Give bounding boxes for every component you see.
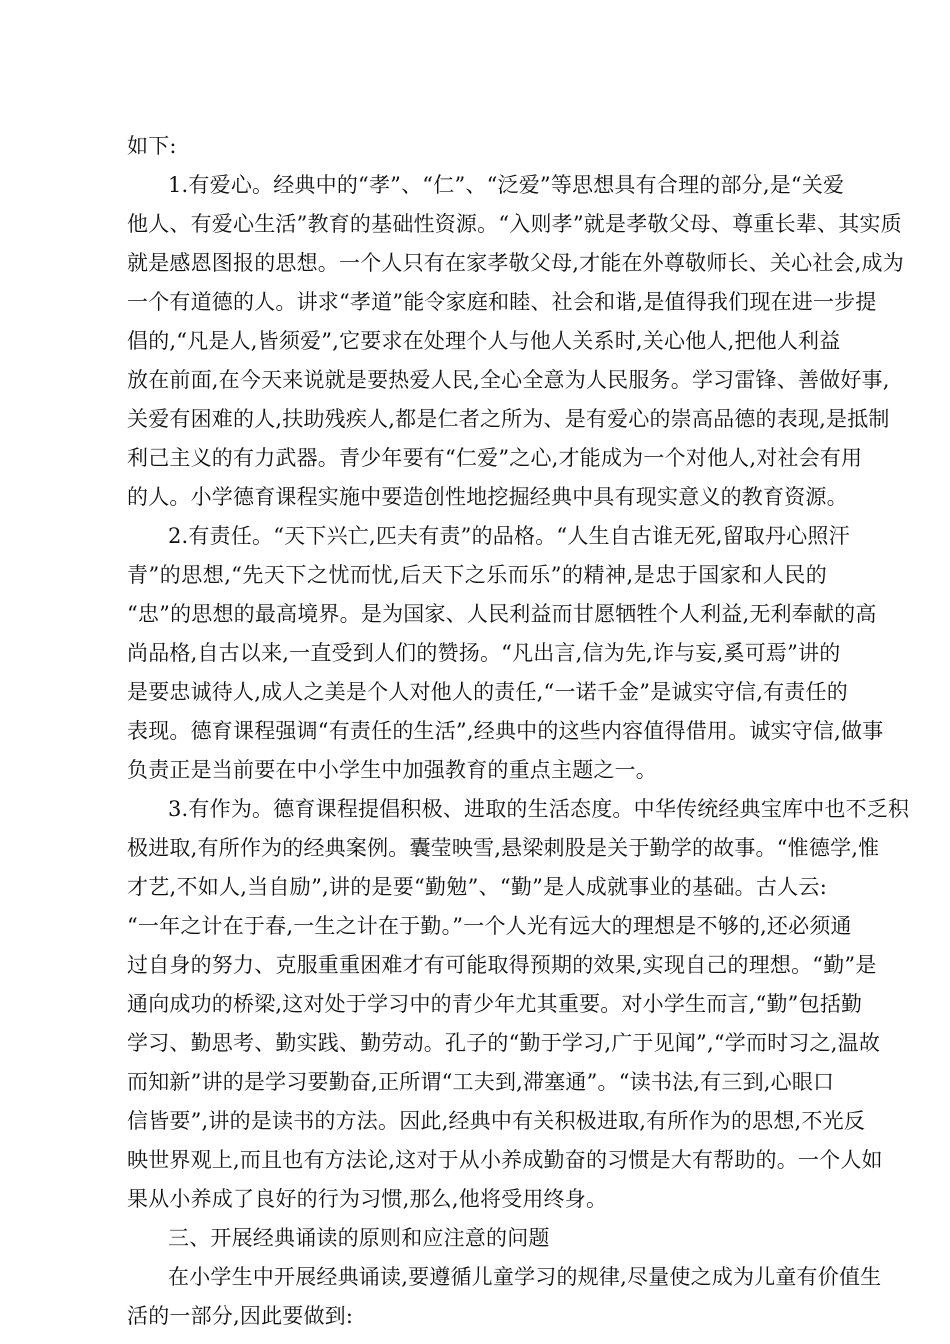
- text-line: 活的一部分,因此要做到:: [127, 1304, 354, 1328]
- paragraph-2-heading-line: 2.有责任。“天下兴亡,匹夫有责”的品格。“人生自古谁无死,留取丹心照汗: [168, 524, 850, 548]
- text-line: 表现。德育课程强调“有责任的生活”,经典中的这些内容值得借用。诚实守信,做事: [127, 719, 884, 743]
- paragraph-1-heading-line: 1.有爱心。经典中的“孝”、“仁”、“泛爱”等思想具有合理的部分,是“关爱: [168, 173, 845, 197]
- text-line: 通向成功的桥梁,这对处于学习中的青少年尤其重要。对小学生而言,“勤”包括勤: [127, 992, 863, 1016]
- text-line: 放在前面,在今天来说就是要热爱人民,全心全意为人民服务。学习雷锋、善做好事,: [127, 368, 890, 392]
- text-line: 果从小养成了良好的行为习惯,那么,他将受用终身。: [127, 1187, 608, 1211]
- text-line: 是要忠诚待人,成人之美是个人对他人的责任,“一诺千金”是诚实守信,有责任的: [127, 680, 848, 704]
- text-line: 过自身的努力、克服重重困难才有可能取得预期的效果,实现自己的理想。“勤”是: [127, 953, 877, 977]
- text-line: 他人、有爱心生活”教育的基础性资源。“入则孝”就是孝敬父母、尊重长辈、其实质: [127, 212, 902, 236]
- text-line: 青”的思想,“先天下之忧而忧,后天下之乐而乐”的精神,是忠于国家和人民的: [127, 563, 827, 587]
- text-line: 一个有道德的人。讲求“孝道”能令家庭和睦、社会和谐,是值得我们现在进一步提: [127, 290, 877, 314]
- text-line: 极进取,有所作为的经典案例。囊莹映雪,悬梁刺股是关于勤学的故事。“惟德学,惟: [127, 836, 880, 860]
- text-line: 而知新”讲的是学习要勤奋,正所谓“工夫到,滞塞通”。“读书法,有三到,心眼口: [127, 1070, 835, 1094]
- text-line: 就是感恩图报的思想。一个人只有在家孝敬父母,才能在外尊敬师长、关心社会,成为: [127, 251, 904, 275]
- text-line: 学习、勤思考、勤实践、勤劳动。孔子的“勤于学习,广于见闻”,“学而时习之,温故: [127, 1031, 881, 1055]
- text-line: 关爱有困难的人,扶助残疾人,都是仁者之所为、是有爱心的崇高品德的表现,是抵制: [127, 407, 890, 431]
- text-line: 尚品格,自古以来,一直受到人们的赞扬。“凡出言,信为先,诈与妄,奚可焉”讲的: [127, 641, 841, 665]
- text-line: 才艺,不如人,当自励”,讲的是要“勤勉”、“勤”是人成就事业的基础。古人云:: [127, 875, 827, 899]
- text-line: “忠”的思想的最高境界。是为国家、人民利益而甘愿牺牲个人利益,无利奉献的高: [127, 602, 877, 626]
- text-line: 如下:: [127, 134, 177, 158]
- text-line: 映世界观上,而且也有方法论,这对于从小养成勤奋的习惯是大有帮助的。一个人如: [127, 1148, 883, 1172]
- text-line: “一年之计在于春,一生之计在于勤。”一个人光有远大的理想是不够的,还必须通: [127, 914, 852, 938]
- text-line: 在小学生中开展经典诵读,要遵循儿童学习的规律,尽量使之成为儿童有价值生: [168, 1265, 882, 1289]
- section-heading: 三、开展经典诵读的原则和应注意的问题: [168, 1226, 550, 1250]
- text-line: 负责正是当前要在中小学生中加强教育的重点主题之一。: [127, 758, 657, 782]
- text-line: 利己主义的有力武器。青少年要有“仁爱”之心,才能成为一个对他人,对社会有用: [127, 446, 863, 470]
- text-line: 的人。小学德育课程实施中要造创性地挖掘经典中具有现实意义的教育资源。: [127, 485, 848, 509]
- paragraph-3-heading-line: 3.有作为。德育课程提倡积极、进取的生活态度。中华传统经典宝库中也不乏积: [168, 797, 910, 821]
- text-line: 倡的,“凡是人,皆须爱”,它要求在处理个人与他人关系时,关心他人,把他人利益: [127, 329, 841, 353]
- text-line: 信皆要”,讲的是读书的方法。因此,经典中有关积极进取,有所作为的思想,不光反: [127, 1109, 866, 1133]
